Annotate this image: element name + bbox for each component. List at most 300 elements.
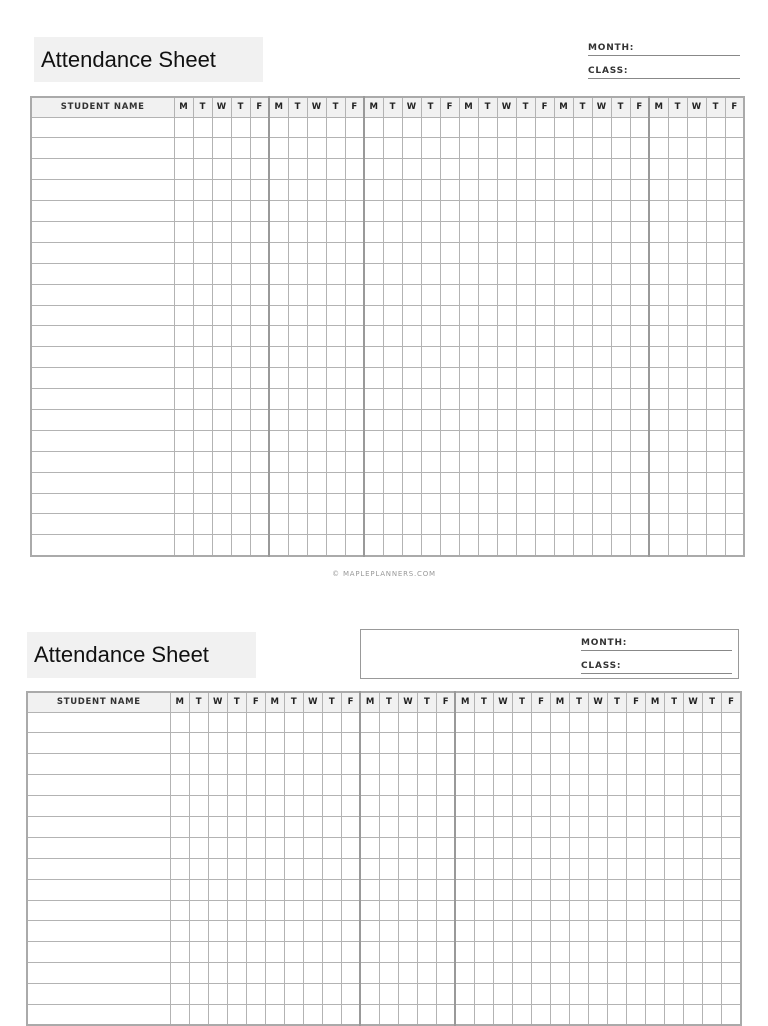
- attendance-cell[interactable]: [592, 221, 611, 242]
- attendance-cell[interactable]: [516, 430, 535, 451]
- attendance-cell[interactable]: [455, 942, 474, 963]
- attendance-cell[interactable]: [440, 221, 459, 242]
- attendance-cell[interactable]: [250, 284, 269, 305]
- attendance-cell[interactable]: [684, 1004, 703, 1025]
- attendance-cell[interactable]: [665, 963, 684, 984]
- attendance-cell[interactable]: [611, 159, 630, 180]
- sheet-1-month-field[interactable]: MONTH:: [588, 43, 740, 56]
- attendance-cell[interactable]: [189, 816, 208, 837]
- attendance-cell[interactable]: [269, 451, 288, 472]
- attendance-cell[interactable]: [725, 221, 744, 242]
- attendance-cell[interactable]: [493, 921, 512, 942]
- attendance-cell[interactable]: [284, 775, 303, 796]
- student-name-cell[interactable]: [27, 900, 170, 921]
- attendance-cell[interactable]: [630, 451, 649, 472]
- attendance-cell[interactable]: [497, 347, 516, 368]
- attendance-cell[interactable]: [440, 263, 459, 284]
- attendance-cell[interactable]: [189, 858, 208, 879]
- attendance-cell[interactable]: [474, 816, 493, 837]
- attendance-cell[interactable]: [687, 138, 706, 159]
- attendance-cell[interactable]: [684, 733, 703, 754]
- attendance-cell[interactable]: [383, 221, 402, 242]
- attendance-cell[interactable]: [269, 472, 288, 493]
- attendance-cell[interactable]: [322, 1004, 341, 1025]
- attendance-cell[interactable]: [398, 837, 417, 858]
- attendance-cell[interactable]: [630, 430, 649, 451]
- attendance-cell[interactable]: [250, 409, 269, 430]
- attendance-cell[interactable]: [573, 535, 592, 556]
- attendance-cell[interactable]: [722, 796, 741, 817]
- attendance-cell[interactable]: [611, 263, 630, 284]
- attendance-cell[interactable]: [684, 879, 703, 900]
- attendance-cell[interactable]: [170, 921, 189, 942]
- attendance-cell[interactable]: [436, 754, 455, 775]
- attendance-cell[interactable]: [535, 347, 554, 368]
- attendance-cell[interactable]: [478, 180, 497, 201]
- attendance-cell[interactable]: [360, 879, 379, 900]
- attendance-cell[interactable]: [703, 900, 722, 921]
- attendance-cell[interactable]: [684, 921, 703, 942]
- student-name-cell[interactable]: [31, 326, 174, 347]
- attendance-cell[interactable]: [706, 242, 725, 263]
- attendance-cell[interactable]: [402, 117, 421, 138]
- attendance-cell[interactable]: [455, 879, 474, 900]
- attendance-cell[interactable]: [611, 201, 630, 222]
- attendance-cell[interactable]: [459, 368, 478, 389]
- attendance-cell[interactable]: [668, 535, 687, 556]
- attendance-cell[interactable]: [592, 305, 611, 326]
- attendance-cell[interactable]: [551, 858, 570, 879]
- attendance-cell[interactable]: [284, 712, 303, 733]
- attendance-cell[interactable]: [668, 242, 687, 263]
- attendance-cell[interactable]: [231, 514, 250, 535]
- student-name-cell[interactable]: [31, 409, 174, 430]
- attendance-cell[interactable]: [684, 858, 703, 879]
- attendance-cell[interactable]: [687, 514, 706, 535]
- attendance-cell[interactable]: [497, 305, 516, 326]
- attendance-cell[interactable]: [174, 284, 193, 305]
- attendance-cell[interactable]: [516, 493, 535, 514]
- attendance-cell[interactable]: [341, 816, 360, 837]
- attendance-cell[interactable]: [212, 159, 231, 180]
- attendance-cell[interactable]: [421, 263, 440, 284]
- attendance-cell[interactable]: [649, 242, 668, 263]
- attendance-cell[interactable]: [212, 138, 231, 159]
- attendance-cell[interactable]: [246, 754, 265, 775]
- attendance-cell[interactable]: [379, 712, 398, 733]
- attendance-cell[interactable]: [326, 514, 345, 535]
- attendance-cell[interactable]: [687, 535, 706, 556]
- attendance-cell[interactable]: [668, 409, 687, 430]
- attendance-cell[interactable]: [611, 451, 630, 472]
- attendance-cell[interactable]: [341, 942, 360, 963]
- attendance-cell[interactable]: [364, 514, 383, 535]
- attendance-cell[interactable]: [722, 858, 741, 879]
- attendance-cell[interactable]: [722, 1004, 741, 1025]
- attendance-cell[interactable]: [630, 242, 649, 263]
- attendance-cell[interactable]: [345, 138, 364, 159]
- attendance-cell[interactable]: [646, 754, 665, 775]
- attendance-cell[interactable]: [193, 221, 212, 242]
- attendance-cell[interactable]: [703, 963, 722, 984]
- attendance-cell[interactable]: [706, 221, 725, 242]
- attendance-cell[interactable]: [703, 984, 722, 1005]
- attendance-cell[interactable]: [440, 368, 459, 389]
- attendance-cell[interactable]: [231, 138, 250, 159]
- attendance-cell[interactable]: [189, 712, 208, 733]
- attendance-cell[interactable]: [474, 1004, 493, 1025]
- attendance-cell[interactable]: [364, 472, 383, 493]
- attendance-cell[interactable]: [687, 284, 706, 305]
- attendance-cell[interactable]: [646, 879, 665, 900]
- attendance-cell[interactable]: [269, 514, 288, 535]
- student-name-cell[interactable]: [27, 796, 170, 817]
- attendance-cell[interactable]: [535, 409, 554, 430]
- attendance-cell[interactable]: [611, 368, 630, 389]
- attendance-cell[interactable]: [189, 754, 208, 775]
- attendance-cell[interactable]: [497, 368, 516, 389]
- attendance-cell[interactable]: [284, 816, 303, 837]
- attendance-cell[interactable]: [703, 712, 722, 733]
- attendance-cell[interactable]: [322, 921, 341, 942]
- attendance-cell[interactable]: [516, 535, 535, 556]
- attendance-cell[interactable]: [227, 754, 246, 775]
- attendance-cell[interactable]: [459, 138, 478, 159]
- attendance-cell[interactable]: [398, 858, 417, 879]
- attendance-cell[interactable]: [227, 963, 246, 984]
- attendance-cell[interactable]: [326, 242, 345, 263]
- attendance-cell[interactable]: [174, 159, 193, 180]
- attendance-cell[interactable]: [627, 942, 646, 963]
- attendance-cell[interactable]: [589, 796, 608, 817]
- attendance-cell[interactable]: [360, 837, 379, 858]
- attendance-cell[interactable]: [417, 796, 436, 817]
- attendance-cell[interactable]: [303, 921, 322, 942]
- sheet-2-month-field[interactable]: MONTH:: [581, 638, 732, 651]
- attendance-cell[interactable]: [421, 138, 440, 159]
- attendance-cell[interactable]: [630, 138, 649, 159]
- attendance-cell[interactable]: [497, 201, 516, 222]
- attendance-cell[interactable]: [379, 837, 398, 858]
- attendance-cell[interactable]: [250, 263, 269, 284]
- attendance-cell[interactable]: [611, 284, 630, 305]
- attendance-cell[interactable]: [512, 984, 531, 1005]
- attendance-cell[interactable]: [326, 326, 345, 347]
- attendance-cell[interactable]: [516, 138, 535, 159]
- attendance-cell[interactable]: [193, 159, 212, 180]
- attendance-cell[interactable]: [706, 535, 725, 556]
- attendance-cell[interactable]: [551, 984, 570, 1005]
- attendance-cell[interactable]: [246, 921, 265, 942]
- attendance-cell[interactable]: [668, 180, 687, 201]
- attendance-cell[interactable]: [592, 263, 611, 284]
- attendance-cell[interactable]: [531, 775, 550, 796]
- attendance-cell[interactable]: [649, 409, 668, 430]
- attendance-cell[interactable]: [459, 535, 478, 556]
- attendance-cell[interactable]: [307, 430, 326, 451]
- attendance-cell[interactable]: [665, 733, 684, 754]
- attendance-cell[interactable]: [307, 284, 326, 305]
- attendance-cell[interactable]: [231, 347, 250, 368]
- attendance-cell[interactable]: [250, 451, 269, 472]
- attendance-cell[interactable]: [665, 858, 684, 879]
- attendance-cell[interactable]: [322, 733, 341, 754]
- attendance-cell[interactable]: [265, 921, 284, 942]
- attendance-cell[interactable]: [706, 409, 725, 430]
- attendance-cell[interactable]: [288, 451, 307, 472]
- attendance-cell[interactable]: [592, 180, 611, 201]
- attendance-cell[interactable]: [193, 347, 212, 368]
- attendance-cell[interactable]: [455, 754, 474, 775]
- attendance-cell[interactable]: [383, 535, 402, 556]
- student-name-cell[interactable]: [27, 837, 170, 858]
- attendance-cell[interactable]: [725, 138, 744, 159]
- attendance-cell[interactable]: [345, 284, 364, 305]
- attendance-cell[interactable]: [379, 984, 398, 1005]
- attendance-cell[interactable]: [303, 900, 322, 921]
- attendance-cell[interactable]: [345, 347, 364, 368]
- attendance-cell[interactable]: [573, 221, 592, 242]
- attendance-cell[interactable]: [573, 201, 592, 222]
- attendance-cell[interactable]: [725, 430, 744, 451]
- attendance-cell[interactable]: [722, 754, 741, 775]
- attendance-cell[interactable]: [231, 535, 250, 556]
- attendance-cell[interactable]: [725, 493, 744, 514]
- attendance-cell[interactable]: [326, 221, 345, 242]
- attendance-cell[interactable]: [627, 879, 646, 900]
- attendance-cell[interactable]: [493, 712, 512, 733]
- attendance-cell[interactable]: [573, 389, 592, 410]
- attendance-cell[interactable]: [174, 451, 193, 472]
- attendance-cell[interactable]: [516, 409, 535, 430]
- attendance-cell[interactable]: [608, 963, 627, 984]
- attendance-cell[interactable]: [174, 409, 193, 430]
- attendance-cell[interactable]: [478, 347, 497, 368]
- attendance-cell[interactable]: [668, 389, 687, 410]
- attendance-cell[interactable]: [284, 796, 303, 817]
- attendance-cell[interactable]: [706, 472, 725, 493]
- attendance-cell[interactable]: [630, 535, 649, 556]
- attendance-cell[interactable]: [531, 858, 550, 879]
- attendance-cell[interactable]: [706, 326, 725, 347]
- attendance-cell[interactable]: [516, 472, 535, 493]
- attendance-cell[interactable]: [231, 180, 250, 201]
- attendance-cell[interactable]: [269, 221, 288, 242]
- attendance-cell[interactable]: [307, 389, 326, 410]
- attendance-cell[interactable]: [174, 138, 193, 159]
- attendance-cell[interactable]: [402, 368, 421, 389]
- attendance-cell[interactable]: [398, 963, 417, 984]
- attendance-cell[interactable]: [649, 347, 668, 368]
- attendance-cell[interactable]: [265, 1004, 284, 1025]
- attendance-cell[interactable]: [436, 775, 455, 796]
- attendance-cell[interactable]: [608, 921, 627, 942]
- attendance-cell[interactable]: [706, 347, 725, 368]
- attendance-cell[interactable]: [322, 775, 341, 796]
- student-name-cell[interactable]: [27, 879, 170, 900]
- attendance-cell[interactable]: [551, 879, 570, 900]
- attendance-cell[interactable]: [608, 775, 627, 796]
- attendance-cell[interactable]: [535, 180, 554, 201]
- attendance-cell[interactable]: [684, 942, 703, 963]
- attendance-cell[interactable]: [189, 1004, 208, 1025]
- attendance-cell[interactable]: [703, 1004, 722, 1025]
- attendance-cell[interactable]: [227, 942, 246, 963]
- attendance-cell[interactable]: [665, 754, 684, 775]
- attendance-cell[interactable]: [665, 879, 684, 900]
- attendance-cell[interactable]: [478, 514, 497, 535]
- attendance-cell[interactable]: [554, 326, 573, 347]
- attendance-cell[interactable]: [608, 712, 627, 733]
- attendance-cell[interactable]: [611, 326, 630, 347]
- attendance-cell[interactable]: [592, 389, 611, 410]
- attendance-cell[interactable]: [326, 159, 345, 180]
- attendance-cell[interactable]: [421, 409, 440, 430]
- attendance-cell[interactable]: [208, 900, 227, 921]
- attendance-cell[interactable]: [516, 117, 535, 138]
- attendance-cell[interactable]: [170, 942, 189, 963]
- attendance-cell[interactable]: [459, 180, 478, 201]
- attendance-cell[interactable]: [668, 451, 687, 472]
- attendance-cell[interactable]: [608, 879, 627, 900]
- attendance-cell[interactable]: [345, 451, 364, 472]
- attendance-cell[interactable]: [212, 263, 231, 284]
- attendance-cell[interactable]: [725, 347, 744, 368]
- attendance-cell[interactable]: [379, 1004, 398, 1025]
- attendance-cell[interactable]: [364, 138, 383, 159]
- attendance-cell[interactable]: [288, 493, 307, 514]
- attendance-cell[interactable]: [493, 879, 512, 900]
- attendance-cell[interactable]: [307, 263, 326, 284]
- attendance-cell[interactable]: [684, 754, 703, 775]
- attendance-cell[interactable]: [725, 535, 744, 556]
- attendance-cell[interactable]: [668, 221, 687, 242]
- attendance-cell[interactable]: [725, 305, 744, 326]
- attendance-cell[interactable]: [189, 837, 208, 858]
- attendance-cell[interactable]: [665, 900, 684, 921]
- attendance-cell[interactable]: [193, 117, 212, 138]
- attendance-cell[interactable]: [516, 389, 535, 410]
- attendance-cell[interactable]: [455, 858, 474, 879]
- attendance-cell[interactable]: [398, 942, 417, 963]
- attendance-cell[interactable]: [345, 159, 364, 180]
- attendance-cell[interactable]: [383, 117, 402, 138]
- attendance-cell[interactable]: [535, 201, 554, 222]
- attendance-cell[interactable]: [608, 754, 627, 775]
- attendance-cell[interactable]: [551, 900, 570, 921]
- attendance-cell[interactable]: [170, 816, 189, 837]
- attendance-cell[interactable]: [193, 201, 212, 222]
- attendance-cell[interactable]: [611, 347, 630, 368]
- attendance-cell[interactable]: [497, 451, 516, 472]
- attendance-cell[interactable]: [417, 963, 436, 984]
- attendance-cell[interactable]: [554, 305, 573, 326]
- attendance-cell[interactable]: [174, 326, 193, 347]
- attendance-cell[interactable]: [307, 201, 326, 222]
- attendance-cell[interactable]: [725, 389, 744, 410]
- attendance-cell[interactable]: [250, 535, 269, 556]
- attendance-cell[interactable]: [436, 984, 455, 1005]
- attendance-cell[interactable]: [250, 514, 269, 535]
- attendance-cell[interactable]: [649, 201, 668, 222]
- attendance-cell[interactable]: [512, 816, 531, 837]
- attendance-cell[interactable]: [307, 242, 326, 263]
- attendance-cell[interactable]: [326, 284, 345, 305]
- attendance-cell[interactable]: [668, 284, 687, 305]
- attendance-cell[interactable]: [326, 263, 345, 284]
- attendance-cell[interactable]: [303, 1004, 322, 1025]
- attendance-cell[interactable]: [250, 201, 269, 222]
- attendance-cell[interactable]: [725, 180, 744, 201]
- attendance-cell[interactable]: [250, 117, 269, 138]
- attendance-cell[interactable]: [478, 326, 497, 347]
- attendance-cell[interactable]: [703, 775, 722, 796]
- attendance-cell[interactable]: [646, 984, 665, 1005]
- attendance-cell[interactable]: [212, 221, 231, 242]
- attendance-cell[interactable]: [307, 117, 326, 138]
- attendance-cell[interactable]: [341, 1004, 360, 1025]
- attendance-cell[interactable]: [364, 305, 383, 326]
- attendance-cell[interactable]: [246, 858, 265, 879]
- attendance-cell[interactable]: [646, 775, 665, 796]
- attendance-cell[interactable]: [608, 858, 627, 879]
- attendance-cell[interactable]: [402, 535, 421, 556]
- attendance-cell[interactable]: [265, 775, 284, 796]
- attendance-cell[interactable]: [326, 201, 345, 222]
- attendance-cell[interactable]: [250, 326, 269, 347]
- attendance-cell[interactable]: [417, 754, 436, 775]
- attendance-cell[interactable]: [589, 733, 608, 754]
- attendance-cell[interactable]: [345, 514, 364, 535]
- attendance-cell[interactable]: [193, 514, 212, 535]
- attendance-cell[interactable]: [193, 368, 212, 389]
- attendance-cell[interactable]: [706, 389, 725, 410]
- attendance-cell[interactable]: [627, 816, 646, 837]
- attendance-cell[interactable]: [570, 712, 589, 733]
- attendance-cell[interactable]: [379, 900, 398, 921]
- attendance-cell[interactable]: [227, 816, 246, 837]
- attendance-cell[interactable]: [554, 514, 573, 535]
- attendance-cell[interactable]: [554, 201, 573, 222]
- attendance-cell[interactable]: [611, 138, 630, 159]
- student-name-cell[interactable]: [27, 942, 170, 963]
- attendance-cell[interactable]: [535, 221, 554, 242]
- attendance-cell[interactable]: [573, 430, 592, 451]
- attendance-cell[interactable]: [417, 900, 436, 921]
- attendance-cell[interactable]: [402, 430, 421, 451]
- attendance-cell[interactable]: [322, 858, 341, 879]
- attendance-cell[interactable]: [364, 326, 383, 347]
- attendance-cell[interactable]: [174, 368, 193, 389]
- attendance-cell[interactable]: [212, 535, 231, 556]
- attendance-cell[interactable]: [554, 347, 573, 368]
- attendance-cell[interactable]: [265, 900, 284, 921]
- attendance-cell[interactable]: [288, 201, 307, 222]
- student-name-cell[interactable]: [31, 263, 174, 284]
- sheet-2-class-field[interactable]: CLASS:: [581, 661, 732, 674]
- attendance-cell[interactable]: [231, 201, 250, 222]
- attendance-cell[interactable]: [516, 242, 535, 263]
- attendance-cell[interactable]: [208, 775, 227, 796]
- attendance-cell[interactable]: [722, 712, 741, 733]
- attendance-cell[interactable]: [687, 326, 706, 347]
- attendance-cell[interactable]: [440, 284, 459, 305]
- attendance-cell[interactable]: [512, 775, 531, 796]
- attendance-cell[interactable]: [646, 900, 665, 921]
- attendance-cell[interactable]: [326, 180, 345, 201]
- attendance-cell[interactable]: [364, 201, 383, 222]
- attendance-cell[interactable]: [208, 796, 227, 817]
